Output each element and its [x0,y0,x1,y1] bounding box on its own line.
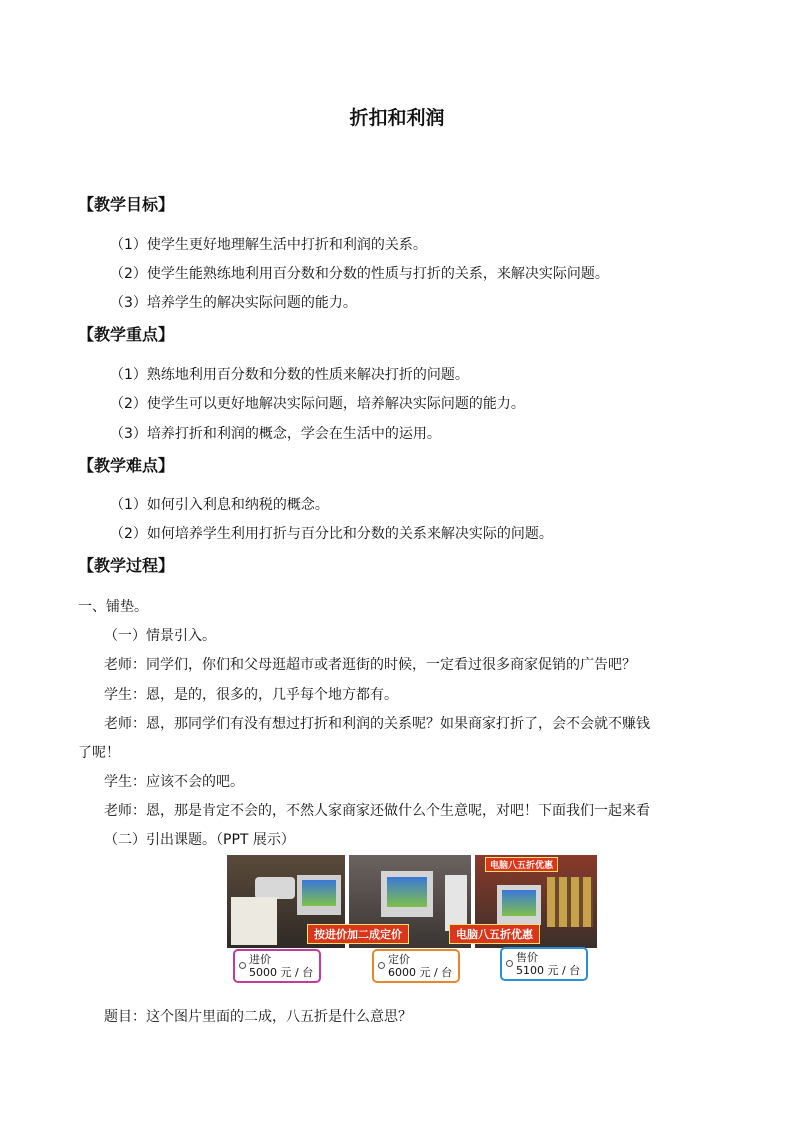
screen-graphic [502,890,536,916]
monitor-graphic [497,885,541,925]
screen-graphic [302,880,336,906]
key-points-heading: 【教学重点】 [78,325,175,344]
price-tag-sale [500,947,588,981]
dialog-line: 老师：同学们，你们和父母逛超市或者逛街的时候，一定看过很多商家促销的广告吧？ [104,657,636,673]
dialog-line: 学生：应该不会的吧。 [104,774,244,790]
tag-price: 5000 元 / 台 [249,966,314,979]
key-point-item: （3）培养打折和利润的概念，学会在生活中的运用。 [110,426,441,442]
tag-label: 定价 [388,953,410,966]
key-point-item: （1）熟练地利用百分数和分数的性质来解决打折的问题。 [110,367,469,383]
screen-graphic [387,877,427,907]
tag-hole [239,962,246,969]
objective-item: （3）培养学生的解决实际问题的能力。 [110,295,357,311]
pc-tower-graphic [445,875,467,931]
pc-tower-graphic [231,897,277,945]
illustration [227,855,597,948]
dialog-line: 了呢！ [78,745,120,761]
shelf-goods-graphic [547,877,593,927]
subsection-title: （二）引出课题。（PPT 展示） [104,832,295,848]
tag-label: 进价 [249,953,271,966]
page-title: 折扣和利润 [349,107,445,129]
monitor-graphic [381,871,433,917]
tag-hole [378,962,385,969]
tag-price: 6000 元 / 台 [388,966,453,979]
difficulties-heading: 【教学难点】 [78,456,175,475]
speaker-graphic [255,877,295,899]
key-point-item: （2）使学生可以更好地解决实际问题，培养解决实际问题的能力。 [110,396,525,412]
subsection-title: （一）情景引入。 [104,628,216,644]
promo-banner-left: 按进价加二成定价 [307,924,409,944]
objective-item: （1）使学生更好地理解生活中打折和利润的关系。 [110,237,427,253]
tag-price: 5100 元 / 台 [516,964,581,977]
dialog-line: 老师：恩，那是肯定不会的，不然人家商家还做什么个生意呢，对吧！下面我们一起来看 [104,803,650,819]
price-tag-cost [233,949,321,983]
monitor-graphic [297,875,341,915]
objectives-heading: 【教学目标】 [78,195,175,214]
dialog-line: 老师：恩，那同学们有没有想过打折和利润的关系呢？如果商家打折了，会不会就不赚钱 [104,716,650,732]
difficulty-item: （2）如何培养学生利用打折与百分比和分数的关系来解决实际的问题。 [110,526,553,542]
dialog-line: 学生：恩，是的，很多的，几乎每个地方都有。 [104,687,398,703]
tag-hole [506,960,513,967]
question-text: 题目：这个图片里面的二成，八五折是什么意思？ [104,1009,412,1025]
difficulty-item: （1）如何引入利息和纳税的概念。 [110,497,329,513]
tag-label: 售价 [516,951,538,964]
price-tag-list [372,949,460,983]
promo-banner-top: 电脑八五折优惠 [485,857,558,872]
promo-banner-right: 电脑八五折优惠 [449,924,540,944]
process-heading: 【教学过程】 [78,556,175,575]
objective-item: （2）使学生能熟练地利用百分数和分数的性质与打折的关系，来解决实际问题。 [110,266,609,282]
section-title: 一、铺垫。 [78,599,148,615]
